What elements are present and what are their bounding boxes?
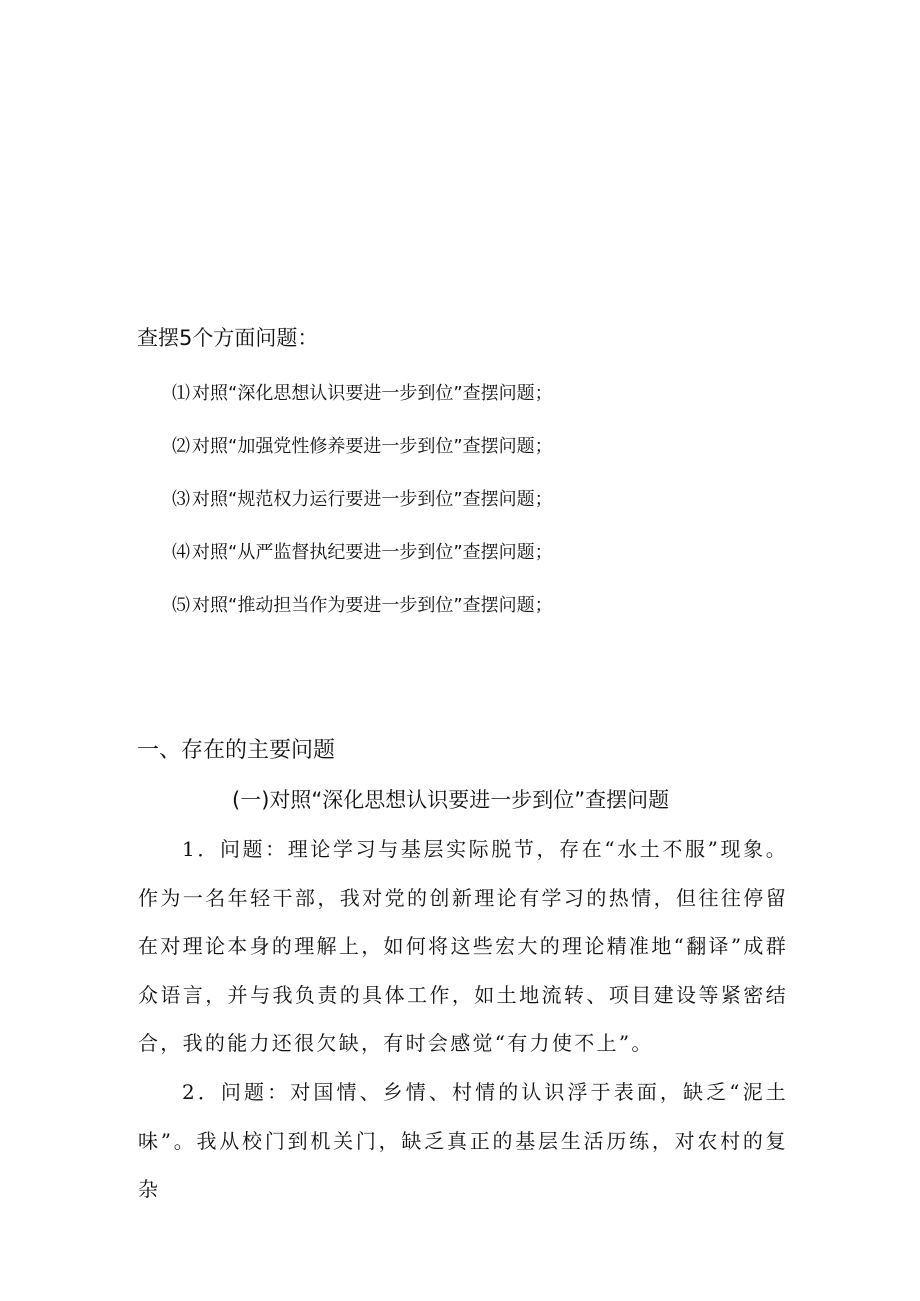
- aspect-number: ⑵: [172, 436, 190, 457]
- aspect-number: ⑸: [172, 595, 190, 616]
- aspect-text: 对照“从严监督执纪要进一步到位”查摆问题；: [192, 542, 553, 563]
- body-paragraph-2: [138, 1068, 788, 1214]
- paragraph-text: 1．问题：理论学习与基层实际脱节，存在“水土不服”现象。作为一名年轻干部，我对党的创新理论有学习的热情，但往往停留在对理论本身的理解上，如何将这些宏大的理论精准地“翻译”成群众语言，并与我负责的具体工作，如土地流转、项目建设等紧密结合，我的能力还很欠缺，有时会感觉“有力使不上”。: [138, 837, 788, 1055]
- aspect-item-4: [172, 539, 553, 592]
- aspect-text: 对照“深化思想认识要进一步到位”查摆问题；: [192, 383, 553, 404]
- body-paragraph-1: [138, 825, 788, 1068]
- aspect-item-2: [172, 433, 553, 486]
- section-heading: 一、存在的主要问题: [137, 738, 336, 763]
- aspect-item-1: [172, 380, 553, 433]
- intro-title: 查摆5个方面问题：: [137, 326, 319, 350]
- aspect-number: ⑶: [172, 489, 190, 510]
- aspect-number: ⑷: [172, 542, 190, 563]
- aspect-item-3: [172, 486, 553, 539]
- paragraph-text: 2．问题：对国情、乡情、村情的认识浮于表面，缺乏“泥土味”。我从校门到机关门，缺乏真正的基层生活历练，对农村的复杂: [138, 1080, 788, 1201]
- aspect-number: ⑴: [172, 383, 190, 404]
- aspect-text: 对照“加强党性修养要进一步到位”查摆问题；: [192, 436, 553, 457]
- aspect-text: 对照“推动担当作为要进一步到位”查摆问题；: [192, 595, 553, 616]
- aspect-text: 对照“规范权力运行要进一步到位”查摆问题；: [192, 489, 553, 510]
- aspect-list: [172, 380, 553, 645]
- aspect-item-5: [172, 592, 553, 645]
- sub-heading: (一)对照“深化思想认识要进一步到位”查摆问题: [232, 788, 670, 812]
